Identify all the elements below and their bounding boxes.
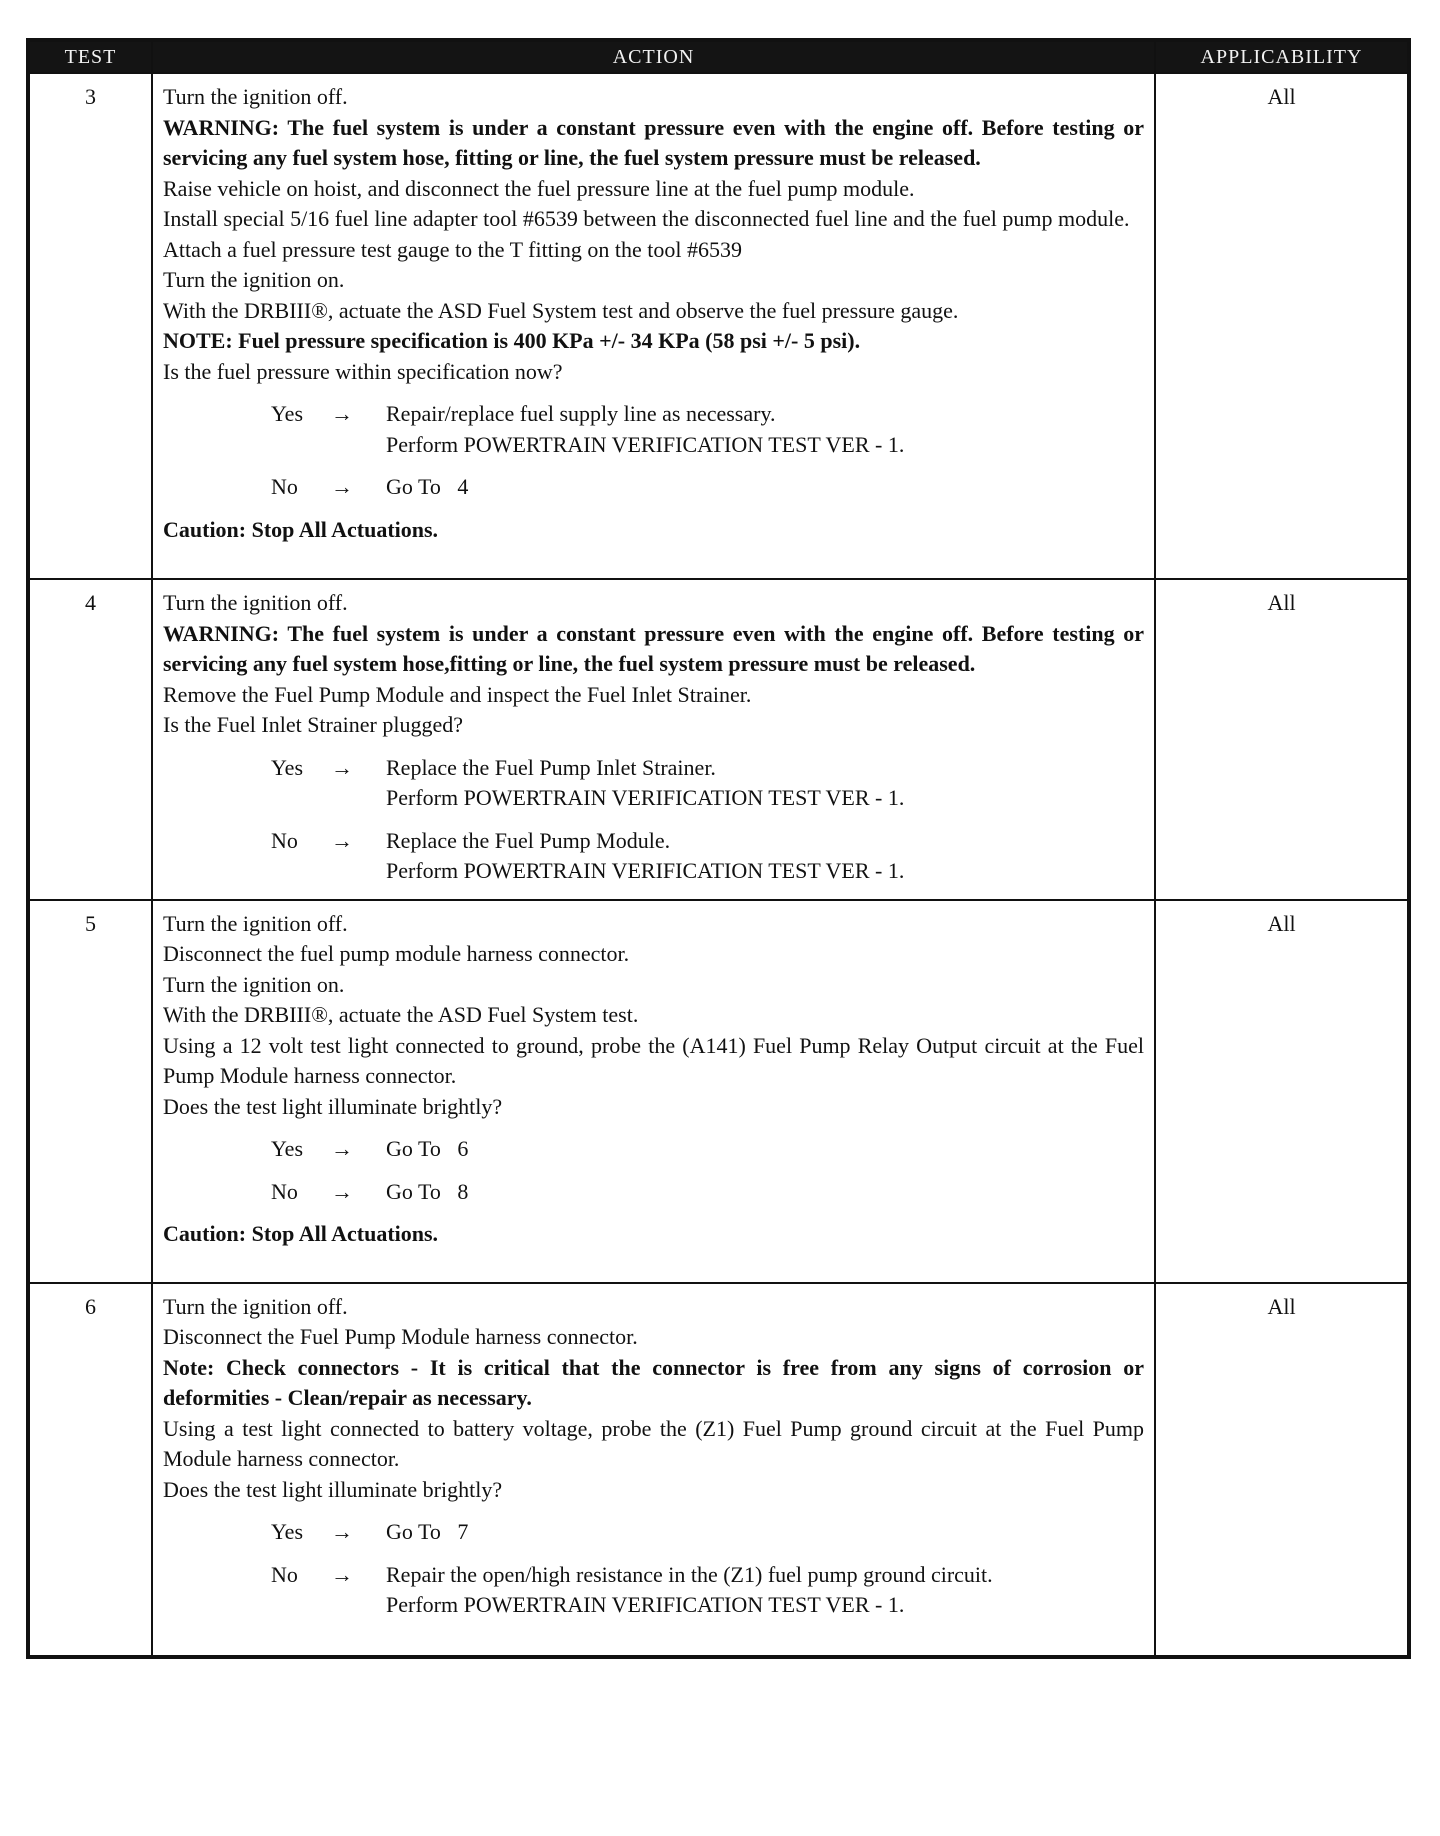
action-step: Turn the ignition on. bbox=[163, 267, 345, 292]
yes-result: Perform POWERTRAIN VERIFICATION TEST VER - 1. bbox=[386, 785, 905, 810]
no-answer bbox=[163, 1177, 1144, 1208]
test-row bbox=[28, 73, 1409, 579]
warning-text: WARNING: The fuel system is under a constant pressure even with the engine off. Before testing or servicing any fuel system hose,fitting or line, the fuel system pressure must be released. bbox=[163, 620, 1144, 676]
action-cell bbox=[152, 900, 1155, 1283]
no-label: No bbox=[271, 474, 298, 499]
action-step: Disconnect the fuel pump module harness connector. bbox=[163, 941, 630, 966]
action-step: Turn the ignition off. bbox=[163, 910, 348, 936]
question-text: Is the Fuel Inlet Strainer plugged? bbox=[163, 712, 463, 737]
warning-text: WARNING: The fuel system is under a constant pressure even with the engine off. Before testing or servicing any fuel system hose, fitting or line, the fuel system pressure must be released. bbox=[163, 114, 1144, 170]
yes-result: Go To 6 bbox=[386, 1136, 469, 1161]
no-result: Perform POWERTRAIN VERIFICATION TEST VER - 1. bbox=[386, 1592, 905, 1617]
header-test: TEST bbox=[28, 40, 152, 73]
test-number: 3 bbox=[28, 73, 152, 579]
right-arrow-icon: → bbox=[331, 827, 353, 853]
table-header bbox=[28, 40, 1409, 73]
yes-result: Repair/replace fuel supply line as necessary. bbox=[386, 401, 776, 426]
no-answer bbox=[163, 1560, 1144, 1621]
header-action: ACTION bbox=[152, 40, 1155, 73]
action-step: Raise vehicle on hoist, and disconnect the fuel pressure line at the fuel pump module. bbox=[163, 175, 915, 201]
applicability: All bbox=[1155, 900, 1409, 1283]
caution-text: Caution: Stop All Actuations. bbox=[163, 516, 439, 542]
note-text: NOTE: Fuel pressure specification is 400 KPa +/- 34 KPa (58 psi +/- 5 psi). bbox=[163, 328, 861, 353]
question-text: Does the test light illuminate brightly? bbox=[163, 1093, 503, 1119]
diagnostic-test-table bbox=[26, 38, 1411, 1659]
no-label: No bbox=[271, 1561, 298, 1587]
action-step: With the DRBIII®, actuate the ASD Fuel System test and observe the fuel pressure gauge. bbox=[163, 297, 959, 323]
yes-answer bbox=[163, 1134, 1144, 1165]
yes-result: Perform POWERTRAIN VERIFICATION TEST VER - 1. bbox=[386, 431, 905, 457]
yes-answer bbox=[163, 1517, 1144, 1548]
note-text: Note: Check connectors - It is critical that the connector is free from any signs of corrosion or deformities - Clean/repair as necessary. bbox=[163, 1354, 1144, 1410]
yes-answer bbox=[163, 399, 1144, 460]
action-step: With the DRBIII®, actuate the ASD Fuel System test. bbox=[163, 1002, 639, 1027]
no-result: Go To 8 bbox=[386, 1178, 469, 1204]
table-body bbox=[28, 73, 1409, 1657]
no-label: No bbox=[271, 827, 298, 853]
right-arrow-icon: → bbox=[331, 474, 353, 499]
yes-label: Yes bbox=[271, 1136, 304, 1161]
applicability: All bbox=[1155, 73, 1409, 579]
caution-text: Caution: Stop All Actuations. bbox=[163, 1221, 439, 1246]
no-answer bbox=[163, 472, 1144, 503]
yes-label: Yes bbox=[271, 754, 304, 780]
question-text: Is the fuel pressure within specification now? bbox=[163, 358, 563, 384]
yes-result: Replace the Fuel Pump Inlet Strainer. bbox=[386, 754, 716, 780]
right-arrow-icon: → bbox=[331, 1561, 353, 1587]
question-text: Does the test light illuminate brightly? bbox=[163, 1476, 503, 1502]
test-number: 4 bbox=[28, 579, 152, 900]
no-result: Go To 4 bbox=[386, 474, 469, 499]
action-step: Turn the ignition off. bbox=[163, 590, 348, 615]
no-result: Perform POWERTRAIN VERIFICATION TEST VER - 1. bbox=[386, 858, 905, 883]
action-step: Disconnect the Fuel Pump Module harness connector. bbox=[163, 1324, 638, 1349]
right-arrow-icon: → bbox=[331, 401, 353, 426]
right-arrow-icon: → bbox=[331, 754, 353, 780]
no-result: Repair the open/high resistance in the (Z1) fuel pump ground circuit. bbox=[386, 1561, 993, 1587]
applicability: All bbox=[1155, 1283, 1409, 1657]
action-step: Remove the Fuel Pump Module and inspect the Fuel Inlet Strainer. bbox=[163, 681, 752, 707]
test-row bbox=[28, 1283, 1409, 1657]
test-number: 6 bbox=[28, 1283, 152, 1657]
no-label: No bbox=[271, 1178, 298, 1204]
right-arrow-icon: → bbox=[331, 1136, 353, 1161]
action-step: Attach a fuel pressure test gauge to the T fitting on the tool #6539 bbox=[163, 236, 743, 262]
action-step: Using a 12 volt test light connected to ground, probe the (A141) Fuel Pump Relay Output circuit at the Fuel Pump Module harness connector. bbox=[163, 1032, 1144, 1088]
action-step: Turn the ignition off. bbox=[163, 1293, 348, 1319]
action-step: Using a test light connected to battery voltage, probe the (Z1) Fuel Pump ground circuit at the Fuel Pump Module harness connector. bbox=[163, 1415, 1144, 1471]
action-cell bbox=[152, 73, 1155, 579]
yes-label: Yes bbox=[271, 401, 304, 426]
yes-result: Go To 7 bbox=[386, 1519, 469, 1544]
action-step: Turn the ignition off. bbox=[163, 84, 348, 109]
test-row bbox=[28, 900, 1409, 1283]
no-result: Replace the Fuel Pump Module. bbox=[386, 827, 671, 853]
header-applicability: APPLICABILITY bbox=[1155, 40, 1409, 73]
action-cell bbox=[152, 579, 1155, 900]
right-arrow-icon: → bbox=[331, 1519, 353, 1544]
no-answer bbox=[163, 826, 1144, 887]
test-row bbox=[28, 579, 1409, 900]
right-arrow-icon: → bbox=[331, 1178, 353, 1204]
yes-label: Yes bbox=[271, 1519, 304, 1544]
action-step: Turn the ignition on. bbox=[163, 971, 345, 997]
test-number: 5 bbox=[28, 900, 152, 1283]
yes-answer bbox=[163, 753, 1144, 814]
action-cell bbox=[152, 1283, 1155, 1657]
applicability: All bbox=[1155, 579, 1409, 900]
action-step: Install special 5/16 fuel line adapter tool #6539 between the disconnected fuel line and the fuel pump module. bbox=[163, 206, 1130, 231]
